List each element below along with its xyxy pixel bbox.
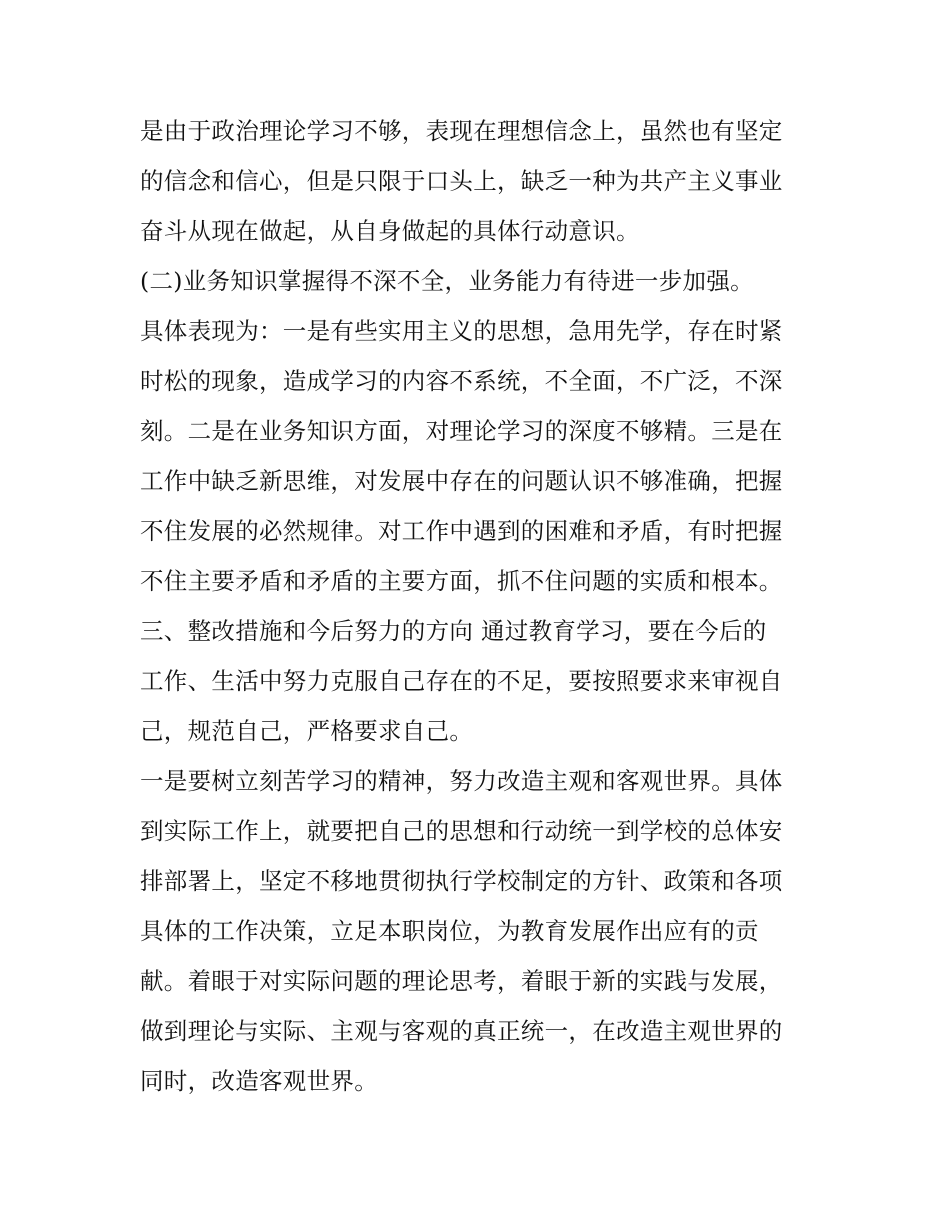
text-line-5: 具体表现为：一是有些实用主义的思想，急用先学，存在时紧 [140,317,783,345]
document-body [140,106,820,1106]
text-line-9: 不住发展的必然规律。对工作中遇到的困难和矛盾，有时把握 [140,517,783,545]
section-heading-line-2: 三、整改措施和今后努力的方向 通过教育学习，要在今后的 [140,617,767,645]
text-line-19: 做到理论与实际、主观与客观的真正统一，在改造主观世界的 [140,1017,783,1045]
text-line-14: 一是要树立刻苦学习的精神，努力改造主观和客观世界。具体 [140,767,783,795]
text-line-13: 己，规范自己，严格要求自己。 [140,717,474,745]
text-line-2: 的信念和信心，但是只限于口头上，缺乏一种为共产主义事业 [140,167,783,195]
text-line-12: 工作、生活中努力克服自己存在的不足，要按照要求来审视自 [140,667,783,695]
text-line-15: 到实际工作上，就要把自己的思想和行动统一到学校的总体安 [140,817,783,845]
section-heading-line: (二)业务知识掌握得不深不全，业务能力有待进一步加强。 [140,267,754,295]
text-line-7: 刻。二是在业务知识方面，对理论学习的深度不够精。三是在 [140,417,783,445]
text-line-1: 是由于政治理论学习不够，表现在理想信念上，虽然也有坚定 [140,117,783,145]
text-line-16: 排部署上，坚定不移地贯彻执行学校制定的方针、政策和各项 [140,867,783,895]
text-line-8: 工作中缺乏新思维，对发展中存在的问题认识不够准确，把握 [140,467,783,495]
text-line-17: 具体的工作决策，立足本职岗位，为教育发展作出应有的贡 [140,917,759,945]
text-line-20: 同时，改造客观世界。 [140,1067,378,1095]
text-line-6: 时松的现象，造成学习的内容不系统，不全面，不广泛，不深 [140,367,783,395]
text-line-18: 献。着眼于对实际问题的理论思考，着眼于新的实践与发展， [140,967,783,995]
text-line-3: 奋斗从现在做起，从自身做起的具体行动意识。 [140,217,640,245]
text-line-10: 不住主要矛盾和矛盾的主要方面，抓不住问题的实质和根本。 [140,567,783,595]
